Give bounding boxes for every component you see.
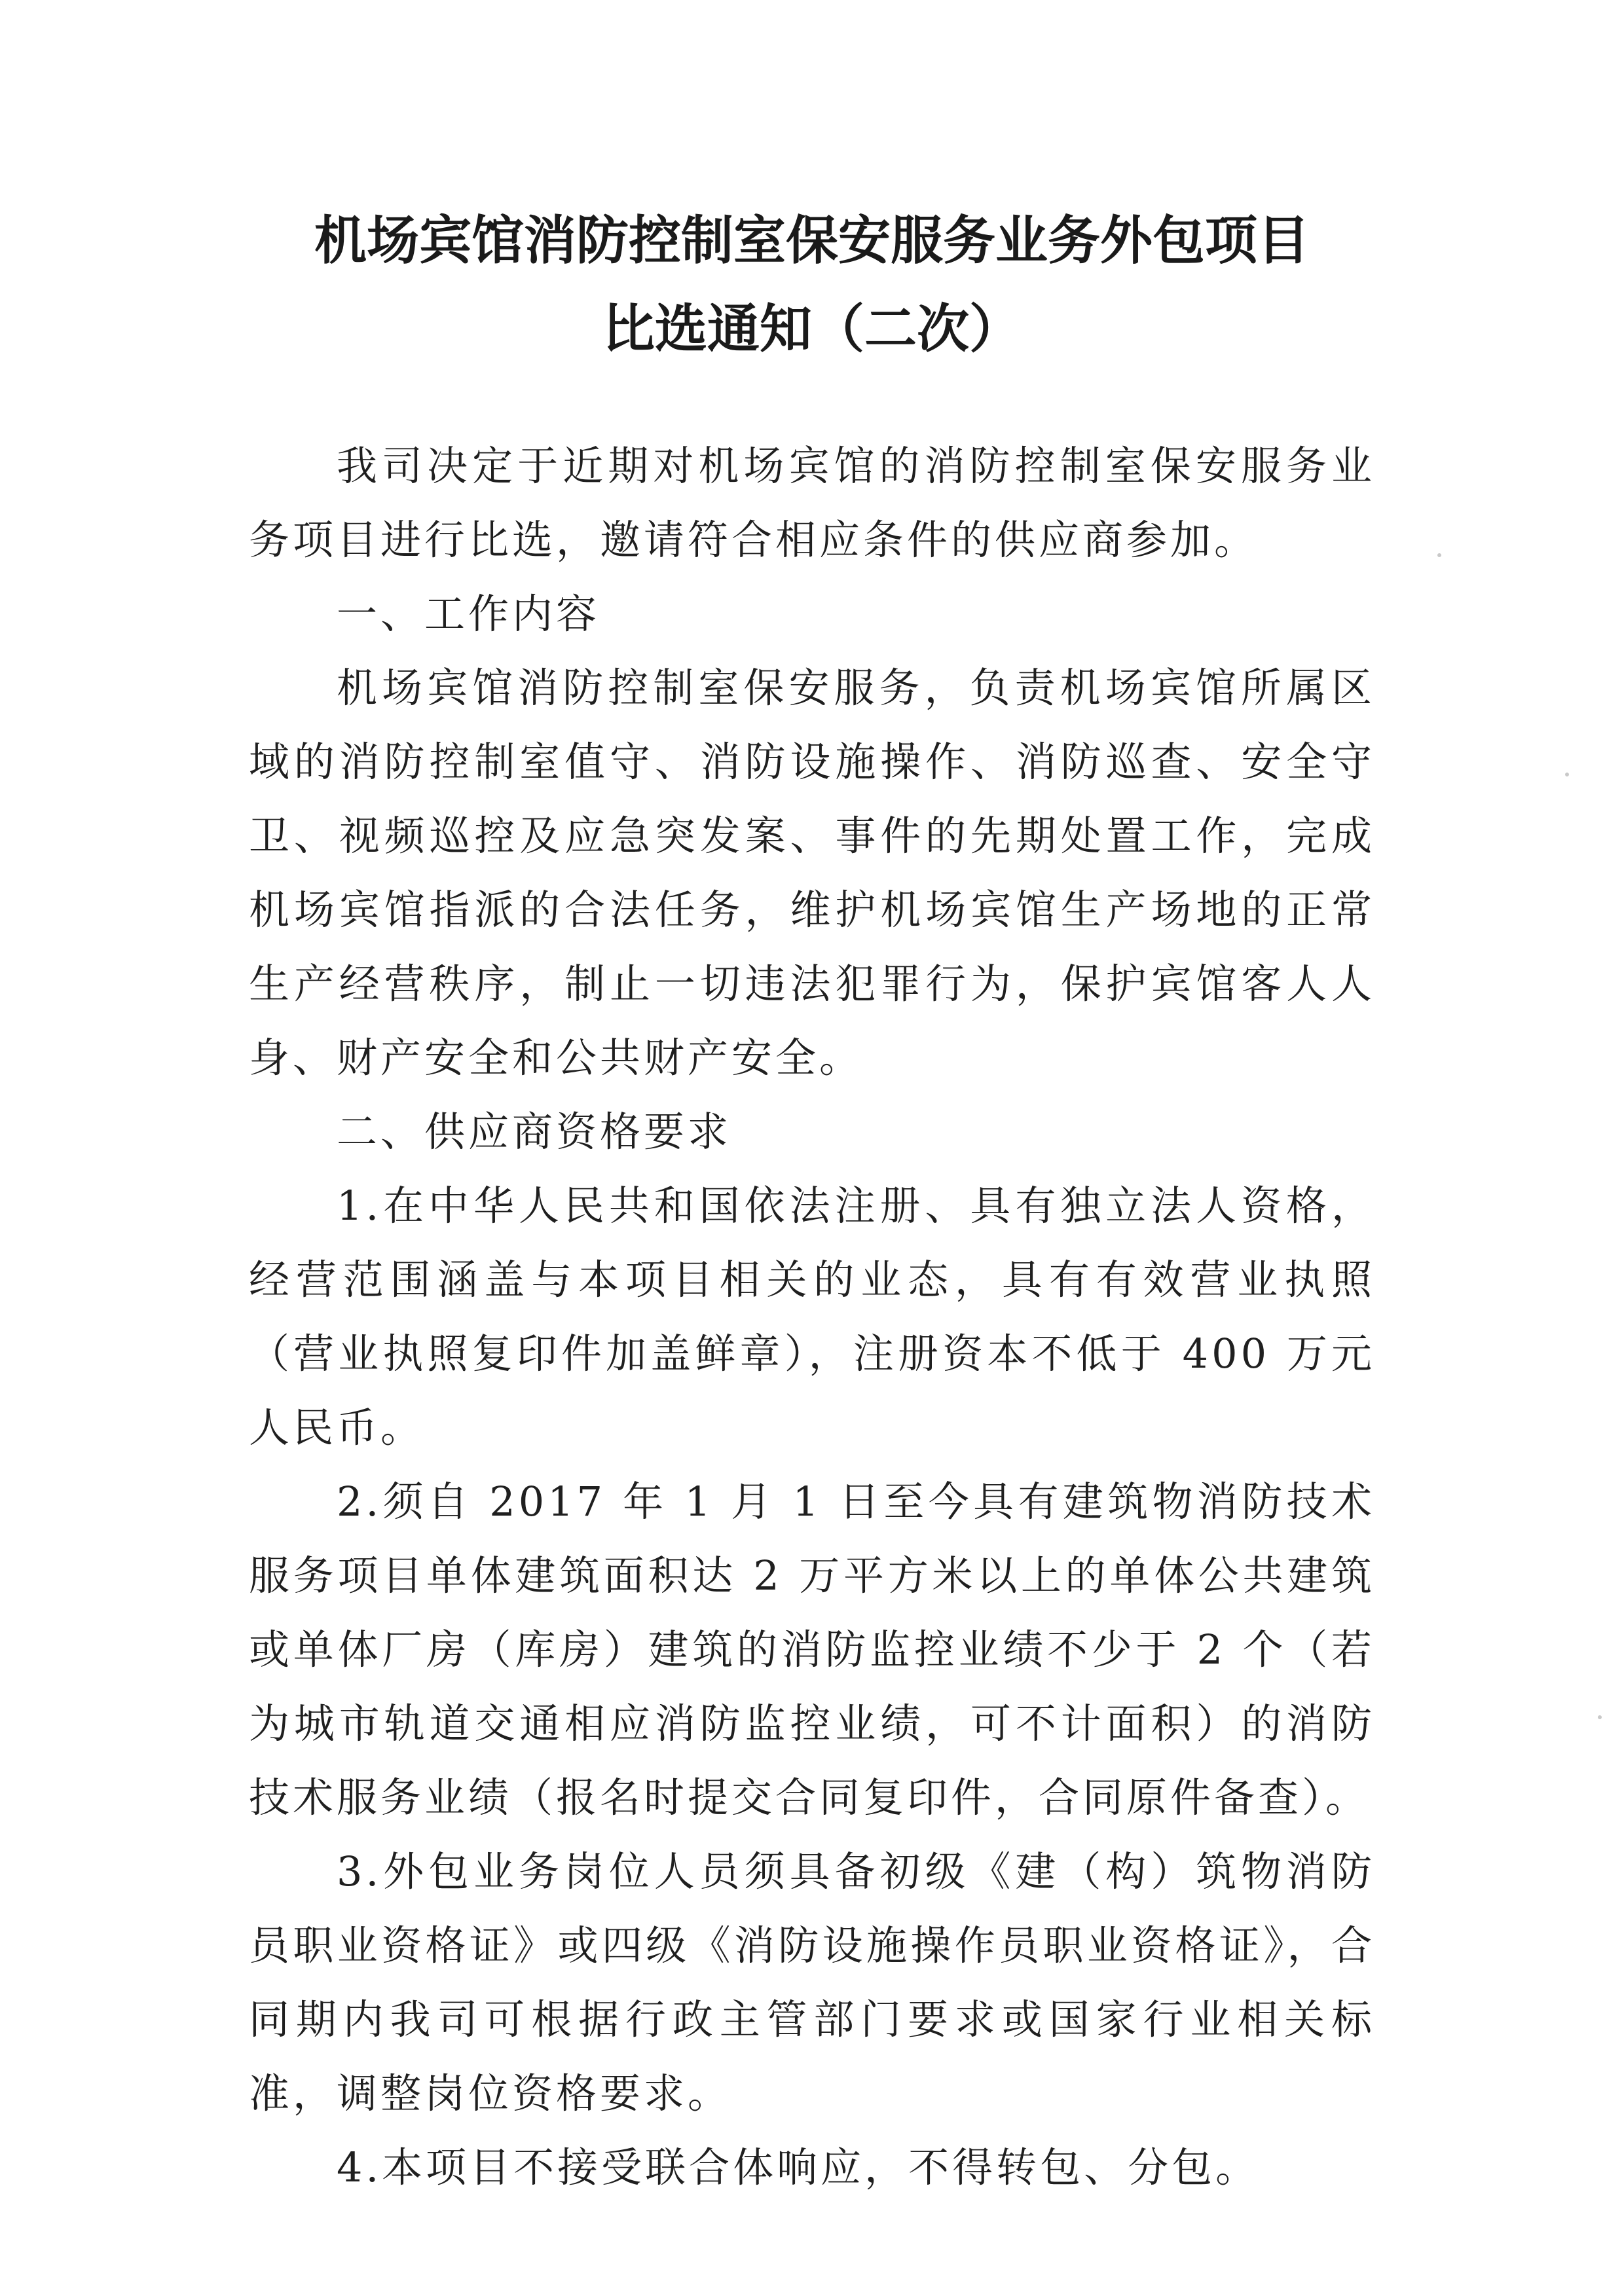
- requirement-item-1: 1.在中华人民共和国依法注册、具有独立法人资格，经营范围涵盖与本项目相关的业态，具有有效营业执照（营业执照复印件加盖鲜章），注册资本不低于 400 万元人民币。: [249, 1182, 1375, 1451]
- requirement-item-4: 4.本项目不接受联合体响应，不得转包、分包。: [337, 2143, 1260, 2191]
- requirement-item-2: 2.须自 2017 年 1 月 1 日至今具有建筑物消防技术服务项目单体建筑面积达 2 万平方米以上的单体公共建筑或单体厂房（库房）建筑的消防监控业绩不少于 2 个（若为城市轨道交通相应消防监控业绩，可不计面积）的消防技术服务业绩（报名时提交合同复印件，合同原件备查）。: [249, 1478, 1375, 1821]
- section-1-heading: 一、工作内容: [337, 590, 600, 638]
- section-2-heading: 二、供应商资格要求: [337, 1108, 732, 1156]
- title-line-2: 比选通知（二次）: [602, 298, 1022, 359]
- intro-paragraph: 我司决定于近期对机场宾馆的消防控制室保安服务业务项目进行比选，邀请符合相应条件的供应商参加。: [249, 442, 1375, 564]
- document-title: [0, 196, 1624, 373]
- document-body: [249, 429, 1375, 2204]
- title-line-1: 机场宾馆消防控制室保安服务业务外包项目: [314, 210, 1310, 271]
- section-1-body: 机场宾馆消防控制室保安服务，负责机场宾馆所属区域的消防控制室值守、消防设施操作、消防巡查、安全守卫、视频巡控及应急突发案、事件的先期处置工作，完成机场宾馆指派的合法任务，维护机场宾馆生产场地的正常生产经营秩序，制止一切违法犯罪行为，保护宾馆客人人身、财产安全和公共财产安全。: [249, 664, 1375, 1082]
- scan-speck: [1598, 1715, 1602, 1719]
- requirement-item-3: 3.外包业务岗位人员须具备初级《建（构）筑物消防员职业资格证》或四级《消防设施操作员职业资格证》，合同期内我司可根据行政主管部门要求或国家行业相关标准，调整岗位资格要求。: [249, 1848, 1375, 2117]
- scan-speck: [1565, 773, 1569, 776]
- scan-speck: [1437, 553, 1441, 557]
